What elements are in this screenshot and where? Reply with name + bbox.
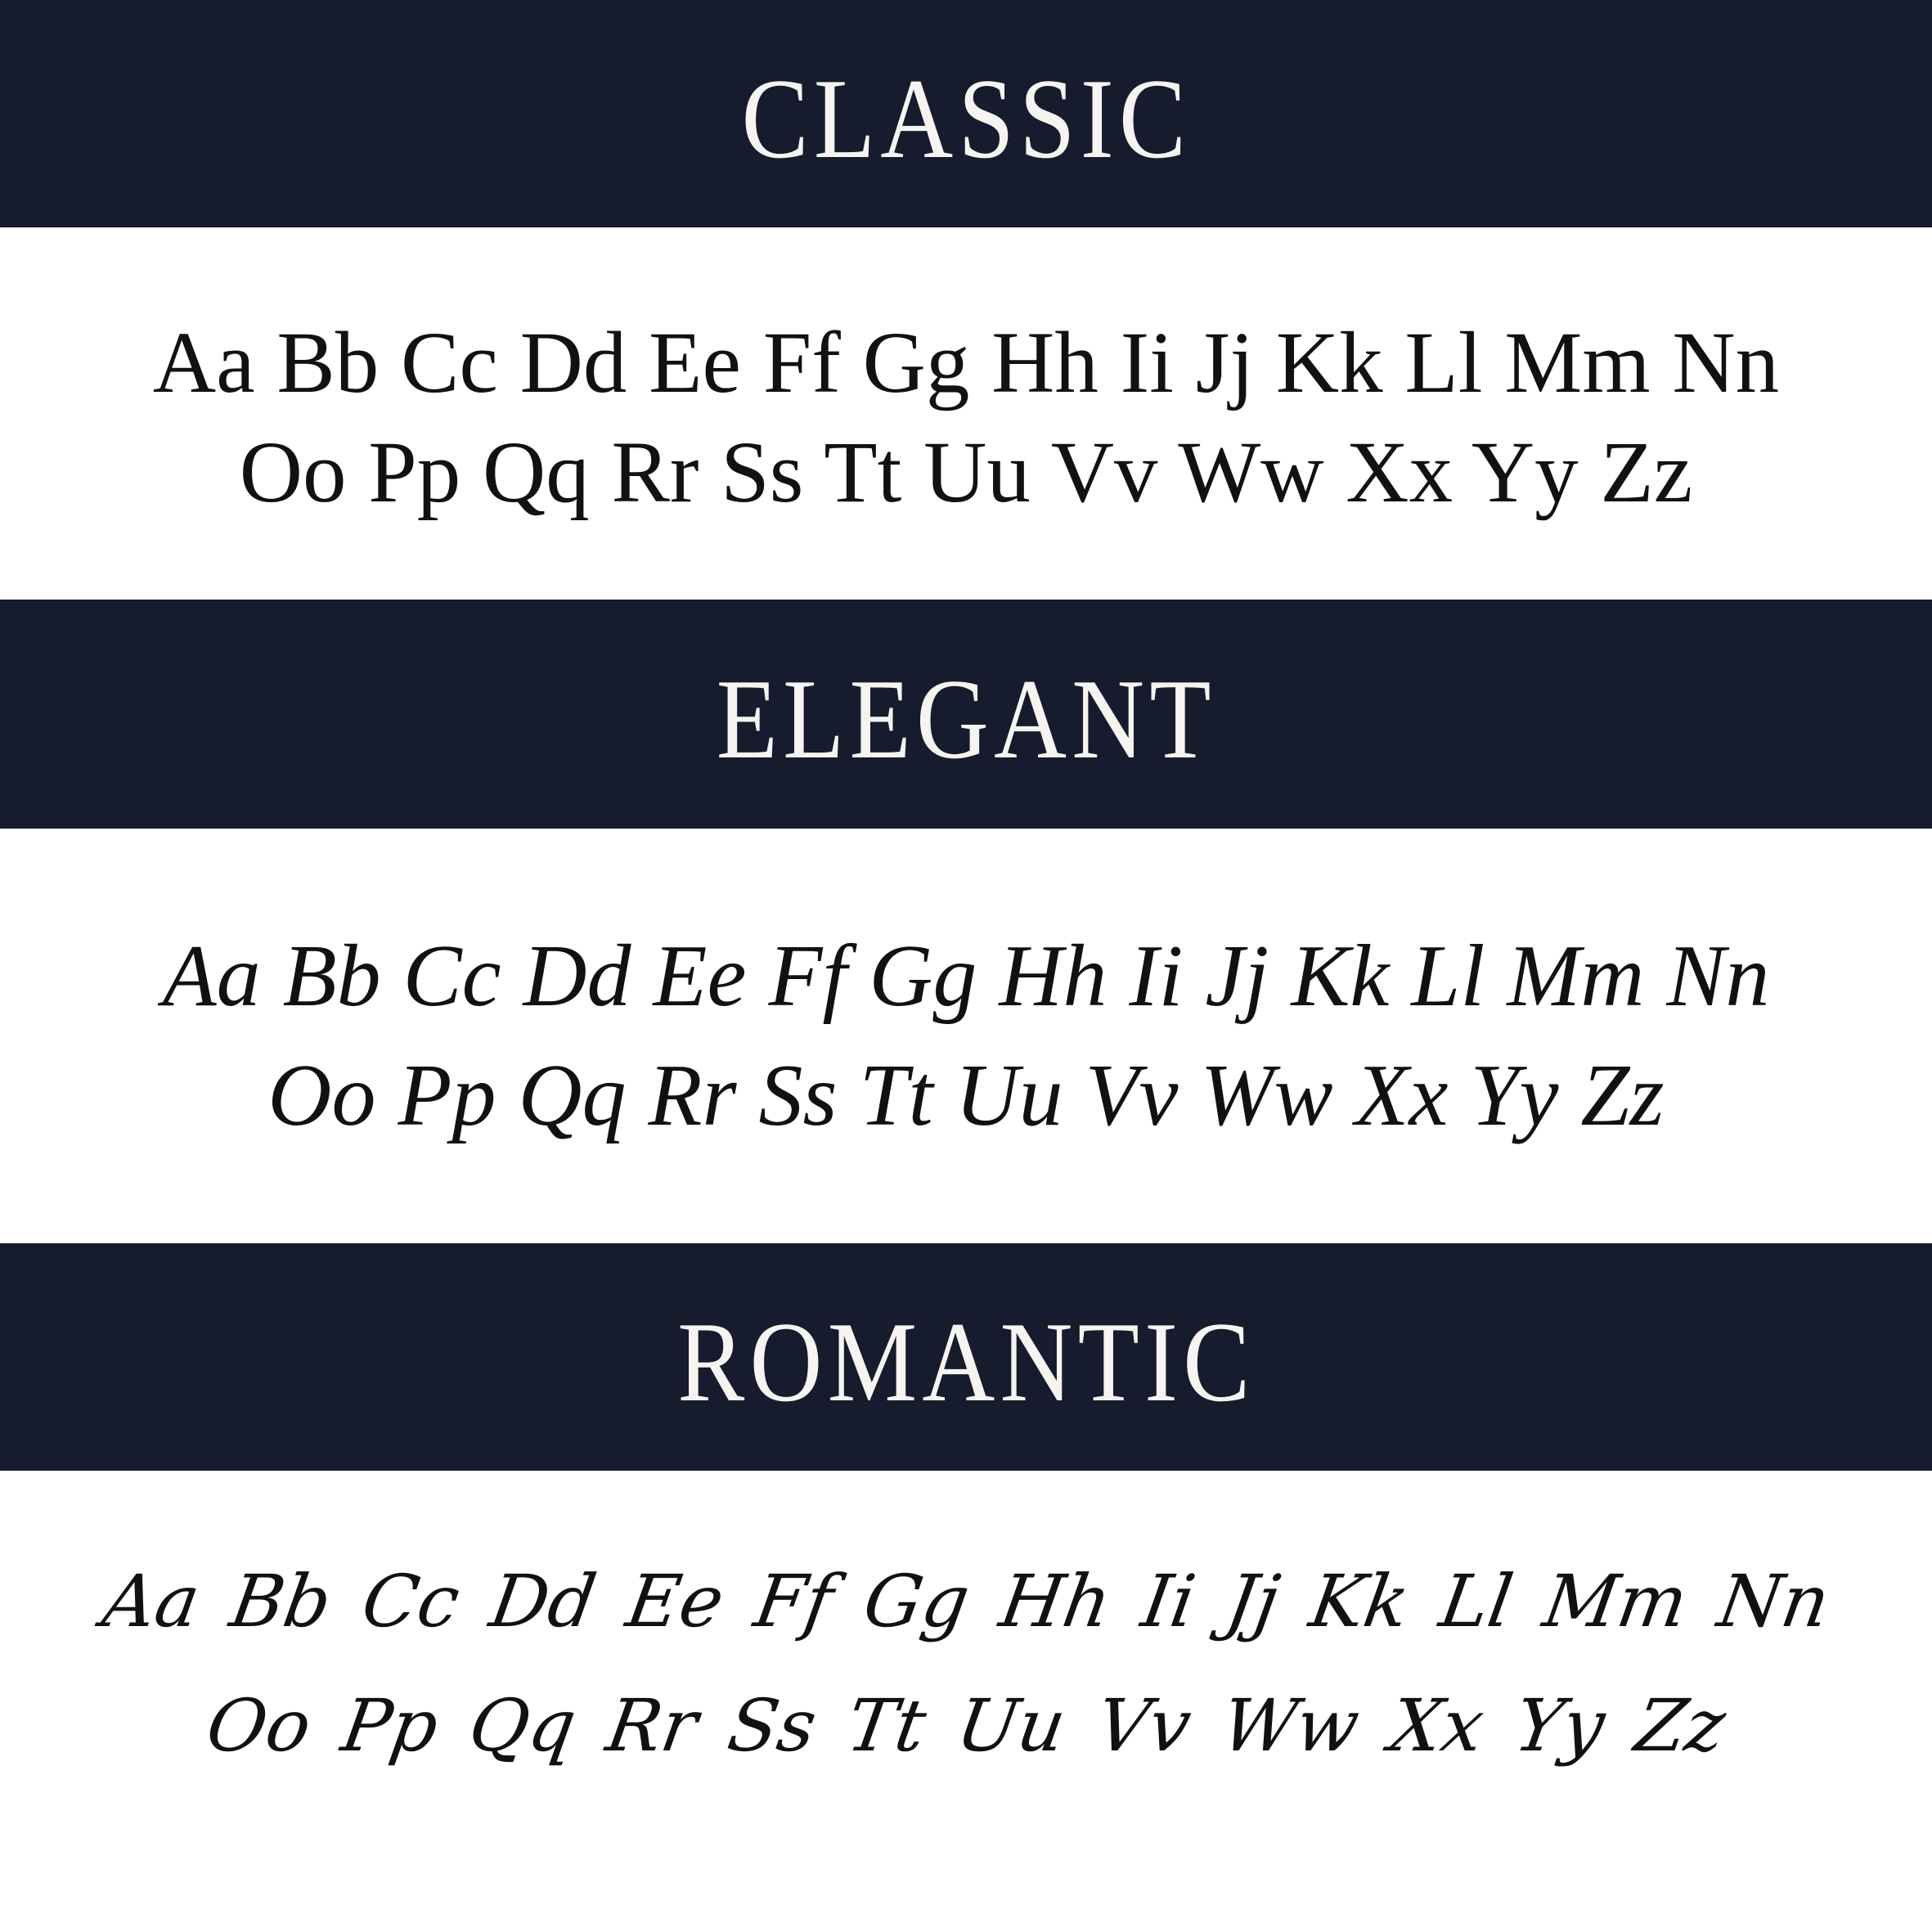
romantic-alphabet-line-2: Oo Pp Qq Rr Ss Tt Uu Vv Ww Xx Yy Zz bbox=[200, 1683, 1732, 1768]
classic-sample bbox=[0, 227, 1932, 600]
elegant-sample bbox=[0, 829, 1932, 1243]
romantic-banner bbox=[0, 1243, 1932, 1471]
classic-banner bbox=[0, 0, 1932, 227]
elegant-alphabet-line-2: Oo Pp Qq Rr Ss Tt Uu Vv Ww Xx Yy Zz bbox=[267, 1046, 1665, 1144]
classic-alphabet-line-1: Aa Bb Cc Dd Ee Ff Gg Hh Ii Jj Kk Ll Mm Nn bbox=[152, 314, 1780, 411]
elegant-banner bbox=[0, 600, 1932, 829]
elegant-banner-title: ELEGANT bbox=[716, 656, 1216, 783]
romantic-alphabet-line-1: Aa Bb Cc Dd Ee Ff Gg Hh Ii Jj Kk Ll Mm Nn bbox=[97, 1559, 1835, 1643]
classic-banner-title: CLASSIC bbox=[741, 56, 1191, 182]
elegant-alphabet-line-1: Aa Bb Cc Dd Ee Ff Gg Hh Ii Jj Kk Ll Mm Nn bbox=[162, 927, 1770, 1025]
classic-alphabet-line-2: Oo Pp Qq Rr Ss Tt Uu Vv Ww Xx Yy Zz bbox=[239, 424, 1693, 521]
romantic-sample bbox=[0, 1471, 1932, 1932]
romantic-banner-title: ROMANTIC bbox=[676, 1299, 1256, 1426]
